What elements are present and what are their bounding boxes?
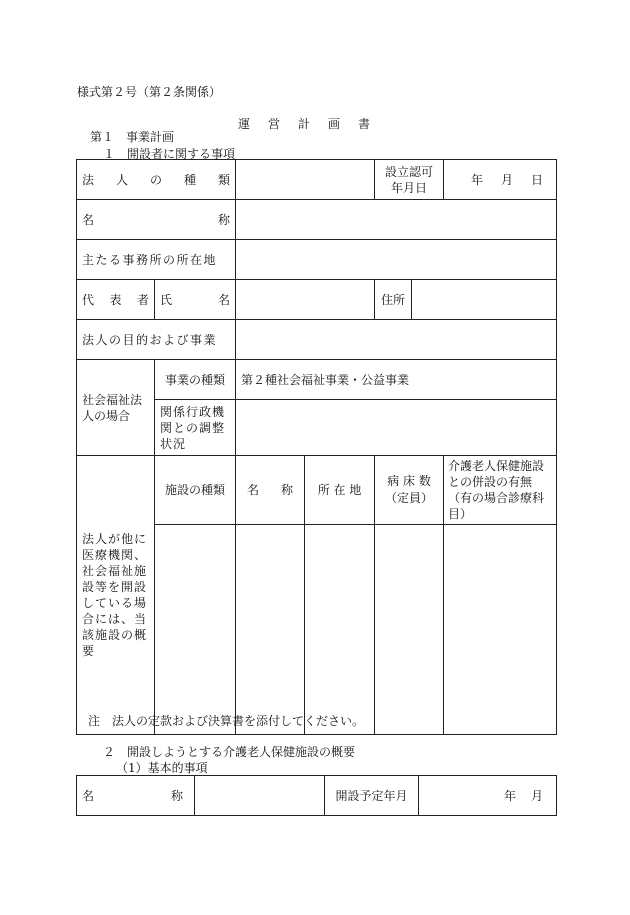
coordination-value[interactable] (236, 400, 557, 456)
other-facility-label: 法人が他に医療機関、社会福祉施設等を開設している場合には、当該施設の概要 (77, 456, 155, 735)
representative-name-label: 氏 名 (155, 280, 236, 320)
facility-basic-table (76, 775, 557, 816)
title-char: 画 (328, 117, 341, 131)
section-heading-2: ２ 開設しようとする介護老人保健施設の概要 (103, 745, 356, 759)
corporation-name-label: 名 称 (77, 200, 236, 240)
corporation-name-value[interactable] (236, 200, 557, 240)
main-office-label: 主たる事務所の所在地 (77, 240, 236, 280)
document-title (238, 115, 388, 132)
form-number: 様式第２号（第２条関係） (77, 85, 222, 99)
facility-beds-cell[interactable] (375, 525, 444, 735)
col-beds: 病 床 数（定員） (375, 456, 444, 525)
business-type-value: 第２種社会福祉事業・公益事業 (236, 360, 557, 400)
representative-name-value[interactable] (236, 280, 375, 320)
address-value[interactable] (412, 280, 557, 320)
planned-opening-label: 開設予定年月 (325, 776, 419, 816)
planned-opening-value[interactable]: 年 月 (419, 776, 557, 816)
facility-type-cell[interactable] (155, 525, 236, 735)
title-char: 運 (238, 117, 251, 131)
title-char: 書 (358, 117, 371, 131)
corporation-type-value[interactable] (236, 160, 375, 200)
representative-label: 代 表 者 (77, 280, 155, 320)
col-combined-facility: 介護老人保健施設との併設の有無（有の場合診療科目） (444, 456, 557, 525)
subsection-heading-basic: （1）基本的事項 (116, 761, 208, 775)
purpose-value[interactable] (236, 320, 557, 360)
facility-combined-cell[interactable] (444, 525, 557, 735)
establishment-date-label: 設立認可年月日 (375, 160, 444, 200)
subsection-heading-1: １ 開設者に関する事項 (103, 147, 236, 161)
main-office-value[interactable] (236, 240, 557, 280)
facility-name-cell[interactable] (236, 525, 305, 735)
business-type-label: 事業の種類 (155, 360, 236, 400)
col-facility-name: 名 称 (236, 456, 305, 525)
col-facility-type: 施設の種類 (155, 456, 236, 525)
establishment-date-value[interactable]: 年 月 日 (444, 160, 557, 200)
operator-info-table (76, 159, 557, 735)
facility-name-value[interactable] (195, 776, 325, 816)
section-heading-1: 第１ 事業計画 (90, 130, 175, 144)
facility-location-cell[interactable] (305, 525, 375, 735)
title-char: 営 (268, 117, 281, 131)
address-label: 住所 (375, 280, 412, 320)
coordination-label: 関係行政機関との調整状況 (155, 400, 236, 456)
corporation-type-label: 法 人 の 種 類 (77, 160, 236, 200)
social-welfare-label: 社会福祉法人の場合 (77, 360, 155, 456)
facility-name-label: 名 称 (77, 776, 195, 816)
purpose-label: 法人の目的および事業 (77, 320, 236, 360)
col-location: 所 在 地 (305, 456, 375, 525)
title-char: 計 (298, 117, 311, 131)
note-attachments: 注 法人の定款および決算書を添付してください。 (88, 714, 365, 728)
